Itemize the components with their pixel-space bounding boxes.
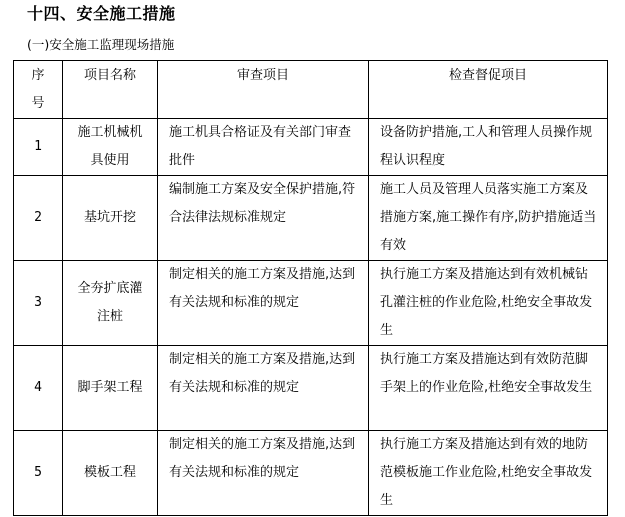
row-review: 制定相关的施工方案及措施,达到有关法规和标准的规定 [158,261,369,346]
header-check: 检查督促项目 [369,61,608,119]
table-row [14,119,608,176]
table-row [14,431,608,516]
row-name: 模板工程 [63,431,158,516]
header-no: 序号 [14,61,63,119]
row-review: 编制施工方案及安全保护措施,符合法律法规标准规定 [158,176,369,261]
table-row [14,176,608,261]
row-name: 脚手架工程 [63,346,158,431]
row-no: 2 [14,176,63,261]
header-name: 项目名称 [63,61,158,119]
row-check: 执行施工方案及措施达到有效防范脚手架上的作业危险,杜绝安全事故发生 [369,346,608,431]
row-name: 施工机械机具使用 [63,119,158,176]
row-no: 5 [14,431,63,516]
row-check: 施工人员及管理人员落实施工方案及措施方案,施工操作有序,防护措施适当有效 [369,176,608,261]
row-no: 1 [14,119,63,176]
header-review: 审查项目 [158,61,369,119]
row-check: 设备防护措施,工人和管理人员操作规程认识程度 [369,119,608,176]
row-review: 制定相关的施工方案及措施,达到有关法规和标准的规定 [158,346,369,431]
subsection-title: (一)安全施工监理现场措施 [27,37,175,52]
safety-measures-table [13,60,608,516]
row-check: 执行施工方案及措施达到有效机械钻孔灌注桩的作业危险,杜绝安全事故发生 [369,261,608,346]
table-row [14,261,608,346]
row-no: 3 [14,261,63,346]
row-name: 全夯扩底灌注桩 [63,261,158,346]
row-review: 制定相关的施工方案及措施,达到有关法规和标准的规定 [158,431,369,516]
row-check: 执行施工方案及措施达到有效的地防范模板施工作业危险,杜绝安全事故发生 [369,431,608,516]
row-review: 施工机具合格证及有关部门审查批件 [158,119,369,176]
row-name: 基坑开挖 [63,176,158,261]
table-header-row [14,61,608,119]
table-row [14,346,608,431]
section-title: 十四、安全施工措施 [27,4,176,23]
row-no: 4 [14,346,63,431]
